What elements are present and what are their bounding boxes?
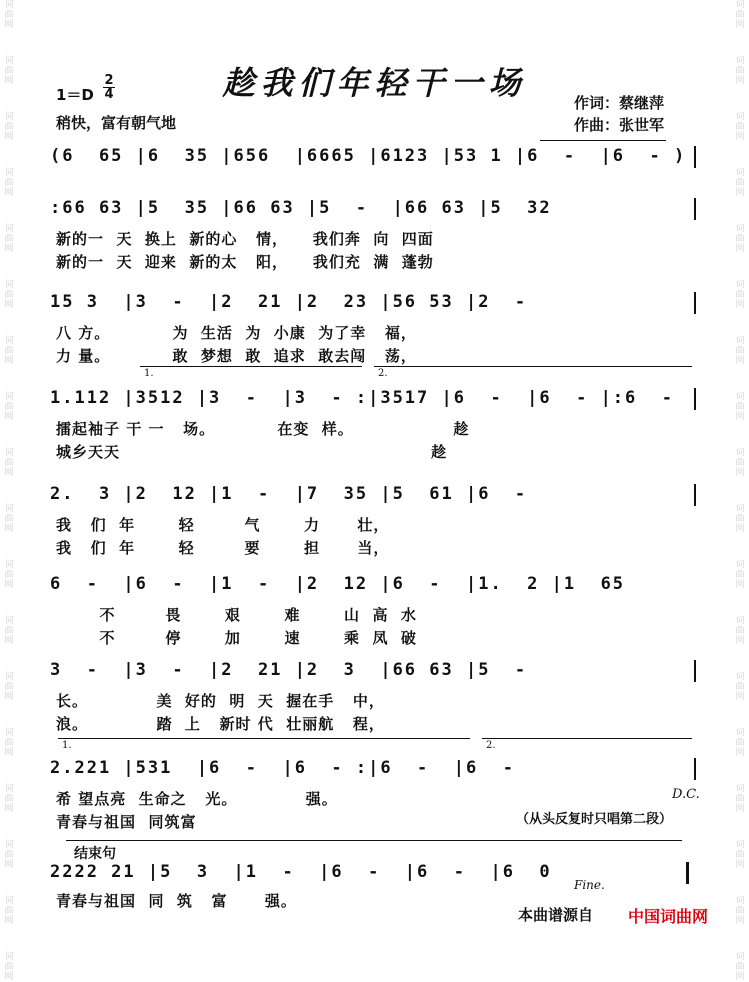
lyrics-line-2a: 新的一 天 换上 新的心 情， 我们奔 向 四面 xyxy=(56,230,434,248)
notation-line-4: 1.112 |3512 |3 - |3 - :|3517 |6 - |6 - |:6 - xyxy=(50,388,674,408)
lyrics-line-6b: 不 停 加 速 乘 凤 破 xyxy=(56,629,417,647)
end-barline-3 xyxy=(694,292,696,314)
final-barline xyxy=(686,862,689,884)
key-signature: 1＝D xyxy=(56,86,94,104)
dc-mark: D.C. xyxy=(672,787,700,802)
lyrics-line-4b: 城乡天天 趁 xyxy=(56,443,448,461)
source-label: 本曲谱源自 xyxy=(518,906,594,924)
lyrics-line-5b: 我 们 年 轻 要 担 当， xyxy=(56,539,390,557)
lyrics-line-4a: 擂起袖子 干 一 场。 在变 样。 趁 xyxy=(56,420,470,438)
right-watermark-strip: 词曲网 词曲网 词曲网 词曲网 词曲网 词曲网 词曲网 词曲网 词曲网 词曲网 词曲网 词曲网 词曲网 词曲网 词曲网 词曲网 词曲网 词曲网 xyxy=(735,0,745,982)
notation-line-3: 15 3 |3 - |2 21 |2 23 |56 53 |2 - xyxy=(50,292,528,312)
volta-bracket-1 xyxy=(140,366,362,367)
end-barline-7 xyxy=(694,660,696,682)
lyrics-line-3b: 力 量。 敢 梦想 敢 追求 敢去闯 荡， xyxy=(56,347,417,365)
volta-bracket-3 xyxy=(58,738,470,739)
source-brand[interactable]: 中国词曲网 xyxy=(628,907,709,926)
volta-2-label: 2. xyxy=(378,368,388,379)
lyrics-line-8a: 希 望点亮 生命之 光。 强。 xyxy=(56,790,338,808)
notation-line-8: 2.221 |531 |6 - |6 - :|6 - |6 - xyxy=(50,758,515,778)
notation-line-2: :66 63 |5 35 |66 63 |5 - |66 63 |5 32 xyxy=(50,198,552,218)
ending-label: 结束句 xyxy=(74,846,116,862)
left-watermark-strip: 词曲网 词曲网 词曲网 词曲网 词曲网 词曲网 词曲网 词曲网 词曲网 词曲网 词曲网 词曲网 词曲网 词曲网 词曲网 词曲网 词曲网 词曲网 xyxy=(4,0,14,982)
lyrics-line-6a: 不 畏 艰 难 山 高 水 xyxy=(56,606,417,624)
lyricist-credit: 作词：蔡继萍 xyxy=(574,94,665,112)
notation-line-6: 6 - |6 - |1 - |2 12 |6 - |1. 2 |1 65 xyxy=(50,574,626,594)
end-barline-2 xyxy=(694,198,696,220)
tempo-marking: 稍快，富有朝气地 xyxy=(56,114,177,132)
time-signature: $\frac{2}{4}$ xyxy=(104,73,114,102)
lyrics-line-5a: 我 们 年 轻 气 力 壮， xyxy=(56,516,390,534)
volta-2-label-b: 2. xyxy=(486,740,496,751)
end-barline-1 xyxy=(694,146,696,168)
tie-mark xyxy=(540,140,666,141)
song-title: 趁我们年轻干一场 xyxy=(222,64,527,102)
volta-bracket-2 xyxy=(374,366,692,367)
composer-credit: 作曲：张世军 xyxy=(574,116,665,134)
volta-bracket-4 xyxy=(482,738,692,739)
end-barline-8 xyxy=(694,758,696,780)
end-barline-5 xyxy=(694,484,696,506)
lyrics-line-3a: 八 方。 为 生活 为 小康 为了幸 福， xyxy=(56,324,417,342)
volta-1-label: 1. xyxy=(144,368,154,379)
lyrics-line-7a: 长。 美 好的 明 天 握在手 中， xyxy=(56,692,385,710)
ending-bracket xyxy=(66,840,682,841)
lyrics-line-2b: 新的一 天 迎来 新的太 阳， 我们充 满 蓬勃 xyxy=(56,253,434,271)
fine-mark: Fine. xyxy=(574,878,605,892)
notation-line-7: 3 - |3 - |2 21 |2 3 |66 63 |5 - xyxy=(50,660,528,680)
end-barline-4 xyxy=(694,388,696,410)
lyrics-line-7b: 浪。 踏 上 新时 代 壮丽航 程， xyxy=(56,715,385,733)
lyrics-line-8b: 青春与祖国 同筑富 xyxy=(56,813,197,831)
lyrics-line-9a: 青春与祖国 同 筑 富 强。 xyxy=(56,892,297,910)
repeat-instruction: （从头反复时只唱第二段） xyxy=(516,812,673,827)
notation-line-9: 2222 21 |5 3 |1 - |6 - |6 - |6 0 xyxy=(50,862,552,882)
notation-line-5: 2. 3 |2 12 |1 - |7 35 |5 61 |6 - xyxy=(50,484,528,504)
notation-line-1: (6 65 |6 35 |656 |6665 |6123 |53 1 |6 - |6 - ) xyxy=(50,146,687,166)
volta-1-label-b: 1. xyxy=(62,740,72,751)
